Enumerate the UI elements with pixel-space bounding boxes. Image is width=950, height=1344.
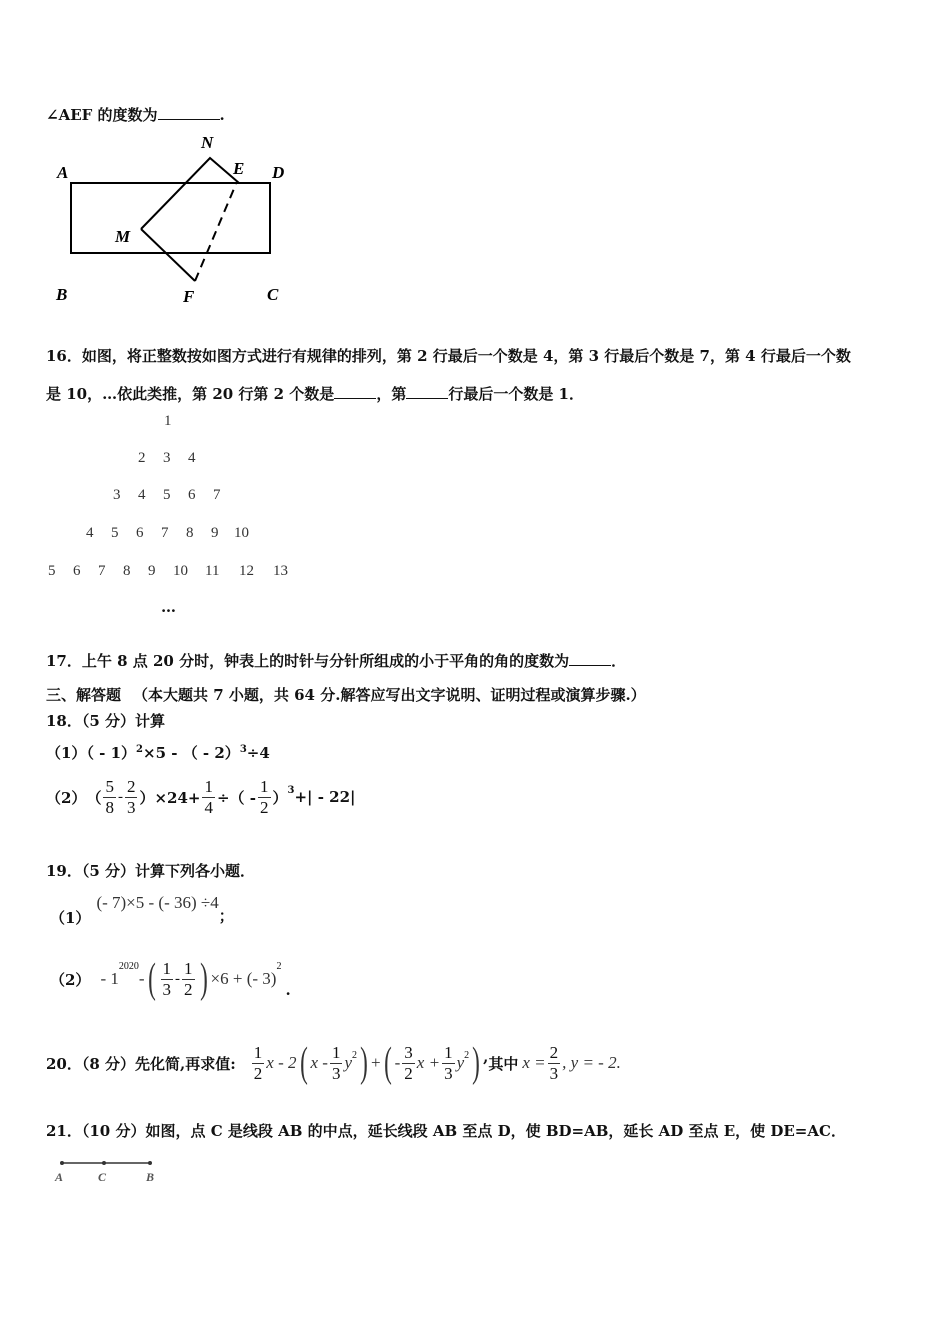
q17-answer-blank [569, 651, 611, 666]
triangle-number: 4 [86, 525, 94, 541]
q15-answer-blank [158, 105, 220, 120]
triangle-number: 7 [161, 525, 169, 541]
triangle-number: 3 [113, 487, 121, 503]
fraction: $\frac{1}{3}$ [444, 1042, 453, 1083]
fraction: 3 2 [404, 1042, 413, 1083]
triangle-number: 6 [73, 563, 81, 579]
fraction: 1 3 [331, 1042, 341, 1083]
point-b [148, 1161, 152, 1165]
triangle-number: 11 [205, 563, 220, 579]
point-a [60, 1161, 64, 1165]
triangle-number: 9 [211, 525, 219, 541]
q20: 20．（8 分）先化简,再求值: 1 2 x - 2 ( x - 1 3 y 2 ) + ( - 3 2 x + $\frac{1}{3}$ y 2 ) , 其中 x = $\frac{2}{3}$ , y = - 2. [46, 1040, 621, 1086]
q18-part1: （1）（ - 1）$^2$×5 - （ - 2）$^3$÷4 [46, 744, 270, 762]
fraction: 1 3 [162, 958, 172, 999]
triangle-number: 12 [239, 563, 254, 579]
triangle-number: 8 [123, 563, 131, 579]
label-m: M [115, 227, 131, 246]
triangle-number: 4 [138, 487, 146, 503]
q19-part1: （1） (- 7)×5 - (- 36) ÷4 ； [50, 893, 234, 927]
triangle-number: 8 [186, 525, 194, 541]
label-b: B [56, 285, 68, 304]
q21-prompt: 21．（10 分）如图，点 C 是线段 AB 的中点，延长线段 AB 至点 D，使 BD=AB，延长 AD 至点 E，使 DE=AC． [46, 1122, 846, 1140]
fraction: $\frac{2}{3}$ [549, 1042, 559, 1083]
label-c: C [267, 285, 279, 304]
point-c [102, 1161, 106, 1165]
triangle-number: 7 [98, 563, 106, 579]
q16-line2: 是 10，…依此类推，第 20 行第 2 个数是 ，第 行最后一个数是 1． [46, 385, 584, 403]
triangle-number: 6 [188, 487, 196, 503]
triangle-number: 2 [138, 450, 146, 466]
triangle-number: 9 [148, 563, 156, 579]
section-heading: 三、解答题 （本大题共 7 小题，共 64 分.解答应写出文字说明、证明过程或演算步骤.） [46, 686, 646, 704]
fraction: 1 2 [253, 1042, 263, 1083]
q19-part2: （2） - 1 2020 - ( 1 3 - 1 2 ) ×6 + (- 3) 2 . [50, 956, 291, 1002]
label-e: E [233, 159, 245, 178]
q15-figure [46, 128, 306, 308]
triangle-number: 13 [273, 563, 288, 579]
fold-line-mf [141, 229, 195, 281]
dashed-line-ef [195, 184, 236, 281]
triangle-number: 3 [163, 450, 171, 466]
triangle-number: 10 [234, 525, 249, 541]
triangle-ellipsis: … [161, 598, 176, 616]
triangle-number: 5 [111, 525, 119, 541]
q17-prompt: 17．上午 8 点 20 分时，钟表上的时针与分针所组成的小于平角的角的度数为 ． [46, 652, 627, 670]
q16-line1: 16．如图，将正整数按如图方式进行有规律的排列，第 2 行最后一个数是 4，第 3 行最后个数是 7，第 4 行最后一个数 [46, 347, 851, 365]
label-f: F [183, 287, 195, 306]
fraction: 1 2 [260, 776, 269, 817]
triangle-number: 5 [163, 487, 171, 503]
label-n: N [201, 133, 214, 152]
triangle-number: 7 [213, 487, 221, 503]
triangle-number: 4 [188, 450, 196, 466]
fold-line-mn [141, 158, 239, 229]
label-c: C [98, 1170, 107, 1184]
q18-heading: 18．（5 分）计算 [46, 712, 166, 730]
triangle-number: 5 [48, 563, 56, 579]
q21-figure [50, 1156, 170, 1186]
fraction: 5 8 [105, 776, 114, 817]
fraction: $\frac{1}{4}$ [204, 776, 213, 817]
triangle-number: 10 [173, 563, 188, 579]
q18-part2: （2） （ 5 8 - 2 3 ）×24+ $\frac{1}{4}$ ÷（ - 1 2 ） 3 +| - 22| [46, 776, 356, 817]
label-d: D [272, 163, 285, 182]
q16-blank-1 [334, 384, 376, 399]
triangle-number: 1 [164, 413, 172, 429]
label-b: B [146, 1170, 155, 1184]
label-a: A [55, 1170, 64, 1184]
fraction: 2 3 [126, 776, 136, 817]
q15-prompt: ∠AEF 的度数为 . [46, 106, 225, 124]
triangle-number: 6 [136, 525, 144, 541]
rectangle-abcd [71, 183, 270, 253]
label-a: A [57, 163, 69, 182]
q19-heading: 19．（5 分）计算下列各小题． [46, 862, 256, 880]
q16-blank-2 [406, 384, 448, 399]
fraction: 1 2 [184, 958, 193, 999]
